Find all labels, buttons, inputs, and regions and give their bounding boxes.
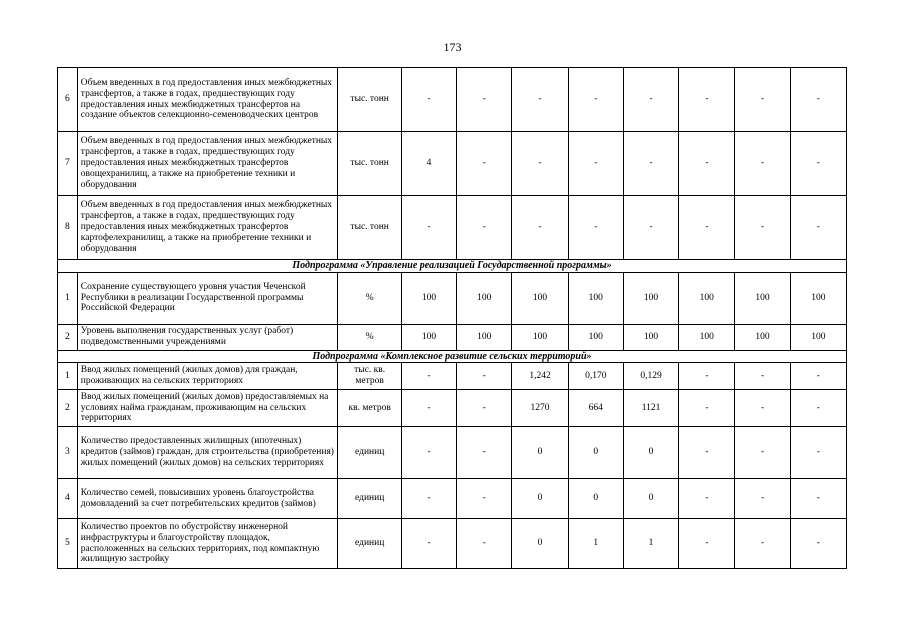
value-cell: 100 [735,324,790,350]
value-cell: 100 [790,272,846,324]
indicator-description: Объем введенных в год предоставления иных межбюджетных трансфертов, а также в годах, предшествующих году предоставления иных межбюджетных трансфертов овощехранилищ, а также на приобретение техники и оборудования [77,132,338,196]
value-cell: - [457,196,512,260]
row-number: 8 [58,196,78,260]
indicator-description: Количество семей, повысивших уровень благоустройства домовладений за счет потребительских кредитов (займов) [77,479,338,519]
row-number: 7 [58,132,78,196]
value-cell: 0 [512,479,568,519]
value-cell: - [735,427,790,479]
value-cell: 1 [623,519,678,569]
value-cell: - [401,390,456,427]
table-row [58,479,847,519]
value-cell: - [679,196,735,260]
table-row [58,132,847,196]
unit-of-measure: единиц [338,519,402,569]
value-cell: - [679,427,735,479]
table-row [58,519,847,569]
value-cell: 0,129 [623,363,678,390]
value-cell: 0 [512,519,568,569]
value-cell: - [401,519,456,569]
value-cell: - [512,132,568,196]
table-row [58,196,847,260]
value-cell: - [623,196,678,260]
indicator-description: Количество предоставленных жилищных (ипотечных) кредитов (займов) граждан, для строительства (приобретения) жилых помещений (жилых домов) на сельских территориях [77,427,338,479]
value-cell: - [457,427,512,479]
subprogram-header-row [58,350,847,363]
value-cell: - [512,68,568,132]
value-cell: - [401,427,456,479]
value-cell: - [790,479,846,519]
value-cell: 100 [457,272,512,324]
indicator-description: Ввод жилых помещений (жилых домов) для граждан, проживающих на сельских территориях [77,363,338,390]
value-cell: 1121 [623,390,678,427]
value-cell: - [735,68,790,132]
value-cell: - [735,363,790,390]
value-cell: - [401,479,456,519]
table-row [58,363,847,390]
subprogram-title: Подпрограмма «Управление реализацией Государственной программы» [58,260,847,273]
indicator-description: Объем введенных в год предоставления иных межбюджетных трансфертов, а также в годах, предшествующих году предоставления иных межбюджетных трансфертов картофелехранилищ, а также на приобретение техники и оборудования [77,196,338,260]
row-number: 4 [58,479,78,519]
value-cell: 100 [457,324,512,350]
value-cell: 4 [401,132,456,196]
value-cell: - [457,68,512,132]
value-cell: - [457,132,512,196]
indicator-description: Объем введенных в год предоставления иных межбюджетных трансфертов, а также в годах, предшествующих году предоставления иных межбюджетных трансфертов на создание объектов селекционно-семеноводческих центров [77,68,338,132]
value-cell: 100 [679,272,735,324]
value-cell: - [790,427,846,479]
value-cell: - [790,519,846,569]
value-cell: - [568,132,623,196]
value-cell: - [679,479,735,519]
value-cell: 1,242 [512,363,568,390]
value-cell: 1270 [512,390,568,427]
value-cell: - [512,196,568,260]
value-cell: 0 [512,427,568,479]
value-cell: - [790,196,846,260]
value-cell: 1 [568,519,623,569]
unit-of-measure: % [338,272,402,324]
value-cell: - [790,68,846,132]
value-cell: - [735,479,790,519]
value-cell: 100 [623,324,678,350]
value-cell: 0 [568,427,623,479]
unit-of-measure: единиц [338,427,402,479]
value-cell: - [623,68,678,132]
value-cell: 100 [735,272,790,324]
table-row [58,390,847,427]
value-cell: - [401,196,456,260]
page-number: 173 [443,40,462,54]
row-number: 1 [58,363,78,390]
subprogram-header-row [58,260,847,273]
unit-of-measure: % [338,324,402,350]
value-cell: - [735,196,790,260]
value-cell: 100 [401,324,456,350]
table-row [58,272,847,324]
value-cell: 0 [623,427,678,479]
value-cell: 0 [568,479,623,519]
unit-of-measure: единиц [338,479,402,519]
value-cell: - [679,390,735,427]
row-number: 2 [58,390,78,427]
unit-of-measure: кв. метров [338,390,402,427]
subprogram-title: Подпрограмма «Комплексное развитие сельских территорий» [58,350,847,363]
value-cell: - [735,132,790,196]
value-cell: - [401,68,456,132]
value-cell: 100 [512,272,568,324]
value-cell: 0,170 [568,363,623,390]
value-cell: 100 [679,324,735,350]
unit-of-measure: тыс. кв. метров [338,363,402,390]
value-cell: - [790,363,846,390]
value-cell: 100 [623,272,678,324]
value-cell: - [790,132,846,196]
value-cell: - [735,390,790,427]
table-body [58,68,847,569]
value-cell: 100 [790,324,846,350]
value-cell: - [568,68,623,132]
row-number: 3 [58,427,78,479]
value-cell: - [457,519,512,569]
value-cell: - [457,390,512,427]
unit-of-measure: тыс. тонн [338,196,402,260]
row-number: 6 [58,68,78,132]
value-cell: - [401,363,456,390]
indicator-description: Уровень выполнения государственных услуг (работ) подведомственными учреждениями [77,324,338,350]
row-number: 2 [58,324,78,350]
value-cell: 0 [623,479,678,519]
indicators-table [57,67,847,569]
unit-of-measure: тыс. тонн [338,132,402,196]
indicator-description: Ввод жилых помещений (жилых домов) предоставляемых на условиях найма гражданам, проживающим на сельских территориях [77,390,338,427]
value-cell: 100 [568,324,623,350]
value-cell: - [790,390,846,427]
value-cell: - [623,132,678,196]
row-number: 5 [58,519,78,569]
value-cell: 100 [401,272,456,324]
row-number: 1 [58,272,78,324]
value-cell: 664 [568,390,623,427]
value-cell: 100 [568,272,623,324]
table-row [58,427,847,479]
value-cell: - [679,519,735,569]
indicator-description: Сохранение существующего уровня участия Чеченской Республики в реализации Государственной программы Российской Федерации [77,272,338,324]
value-cell: - [568,196,623,260]
table-row [58,68,847,132]
value-cell: 100 [512,324,568,350]
value-cell: - [679,132,735,196]
value-cell: - [735,519,790,569]
table-row [58,324,847,350]
unit-of-measure: тыс. тонн [338,68,402,132]
value-cell: - [679,363,735,390]
value-cell: - [457,479,512,519]
indicator-description: Количество проектов по обустройству инженерной инфраструктуры и благоустройству площадок, расположенных на сельских территориях, под компактную жилищную застройку [77,519,338,569]
value-cell: - [679,68,735,132]
value-cell: - [457,363,512,390]
